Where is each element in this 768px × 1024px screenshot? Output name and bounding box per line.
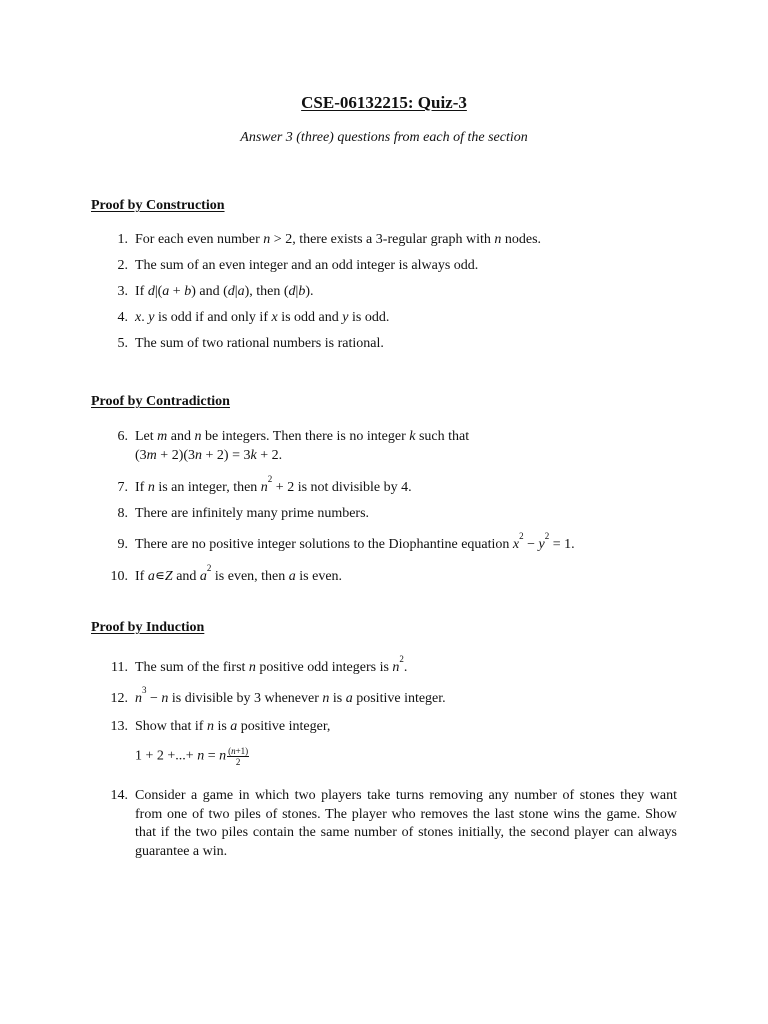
question-text: The sum of the first n positive odd integers is $n^2$.: [135, 654, 408, 675]
section-heading-construction: Proof by Construction: [91, 198, 225, 213]
fraction-denominator: 2: [235, 757, 241, 767]
question-number: 8.: [117, 506, 128, 521]
question-text: The sum of an even integer and an odd integer is always odd.: [135, 258, 479, 273]
question-text: Consider a game in which two players take turns removing any number of stones they want from one of two piles of stones. The player who removes the last stone wins the game. Show that if the two piles contain the same number of stones initially, the second player can always guarantee a win.: [135, 788, 677, 859]
question-text: If n is an integer, then $n^2 + 2$ is not divisible by 4.: [135, 474, 412, 495]
question-text: There are no positive integer solutions to the Diophantine equation $x^2 - y^2 = 1$.: [135, 531, 575, 552]
section-heading-contradiction: Proof by Contradiction: [91, 394, 230, 409]
question-number: 14.: [110, 788, 128, 803]
question-number: 3.: [117, 284, 128, 299]
question-number: 12.: [110, 691, 128, 706]
question-number: 2.: [117, 258, 128, 273]
question-text: The sum of two rational numbers is rational.: [135, 336, 384, 351]
question-text: x. y is odd if and only if x is odd and y is odd.: [135, 310, 390, 325]
question-text: If a∊Z and $a^2$ is even, then a is even.: [135, 563, 343, 584]
fraction: [227, 746, 249, 767]
question-number: 13.: [110, 719, 128, 734]
question-text: If d|(a + b) and (d|a), then (d|b).: [135, 284, 314, 299]
fraction-numerator: (n+1): [228, 746, 249, 756]
question-text: There are infinitely many prime numbers.: [135, 506, 370, 521]
question-equation: (3m + 2)(3n + 2) = 3k + 2.: [135, 448, 283, 463]
question-number: 11.: [111, 660, 128, 675]
question-text: $n^3 - n$ is divisible by 3 whenever n is a positive integer.: [135, 685, 446, 706]
question-number: 6.: [117, 429, 128, 444]
question-text: Let m and n be integers. Then there is no integer k such that: [135, 429, 470, 444]
question-number: 10.: [110, 569, 128, 584]
question-number: 5.: [117, 336, 128, 351]
question-number: 4.: [117, 310, 128, 325]
question-text: For each even number n > 2, there exists a 3-regular graph with n nodes.: [135, 232, 542, 247]
question-number: 9.: [117, 537, 128, 552]
question-equation: [135, 746, 249, 767]
question-number: 1.: [117, 232, 128, 247]
question-text: Show that if n is a positive integer,: [135, 719, 331, 734]
equation-lhs: 1 + 2 +...+ n = n: [135, 748, 227, 764]
page-subtitle: Answer 3 (three) questions from each of the section: [240, 130, 528, 145]
page-title: CSE-06132215: Quiz-3: [301, 93, 467, 112]
section-heading-induction: Proof by Induction: [91, 620, 205, 635]
question-number: 7.: [117, 480, 128, 495]
